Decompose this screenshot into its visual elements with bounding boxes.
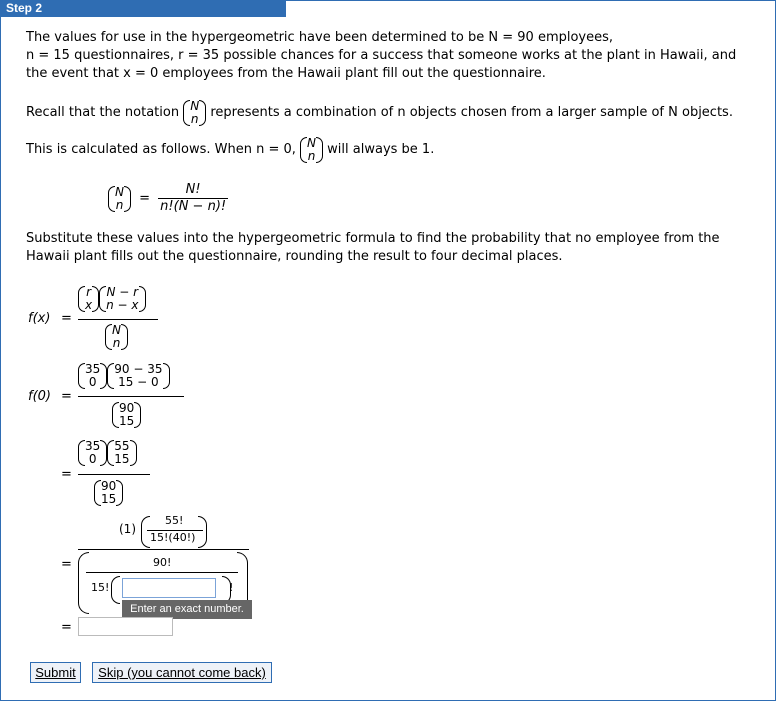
combination-formula: N n = $\frac{N!}{n!(N - n)!}$	[108, 182, 228, 216]
recall-after: represents a combination of n objects chosen from a larger sample of N objects.	[210, 105, 733, 120]
frac90-numerator: 90!	[153, 556, 172, 569]
combo-binom: N n	[108, 186, 131, 212]
final-answer-input[interactable]	[78, 617, 173, 636]
answer-tooltip: Enter an exact number.	[122, 600, 252, 619]
intro-line-1: The values for use in the hypergeometric have been determined to be N = 90 employees,	[26, 30, 614, 45]
eq-3: =	[61, 467, 72, 482]
f0-denominator: 90 15	[112, 401, 141, 429]
recall-sentence	[26, 98, 733, 128]
frac55-denominator: 15!(40!)	[150, 531, 196, 544]
skip-button[interactable]: Skip (you cannot come back)	[92, 662, 272, 683]
calc-binom: N n	[300, 137, 323, 163]
combo-fraction: $\frac{N!}{n!(N - n)!}$	[160, 182, 227, 214]
recall-binom: N n	[183, 100, 206, 126]
frac90-15-factorial: 15!	[91, 581, 110, 594]
eq-4: =	[61, 557, 72, 572]
calc-sentence	[26, 135, 434, 165]
eq-2: =	[61, 389, 72, 404]
fx-fraction-bar	[78, 319, 158, 320]
frac90-bar	[86, 572, 238, 573]
step-header	[0, 0, 286, 17]
answer-input[interactable]	[122, 578, 216, 598]
frac55-numerator: 55!	[165, 514, 184, 527]
step-title: Step 2	[6, 1, 43, 15]
step3-fraction-bar	[78, 474, 150, 475]
calc-after: will always be 1.	[327, 142, 435, 157]
calc-before: This is calculated as follows. When n = 0,	[26, 142, 296, 157]
submit-button[interactable]: Submit	[30, 662, 81, 683]
f0-fraction-bar	[78, 396, 184, 397]
fx-denominator: N n	[105, 323, 128, 351]
f0-numerator: 35 0 90 − 35 15 − 0	[78, 362, 170, 390]
substitute-line-1: Substitute these values into the hypergeometric formula to find the probability that no employee from the	[26, 231, 720, 246]
main-fraction-bar	[78, 549, 249, 550]
step3-numerator: 35 0 55 15	[78, 439, 137, 467]
substitute-line-2: Hawaii plant fills out the questionnaire, rounding the result to four decimal places.	[26, 249, 563, 264]
factorial-mark: !	[229, 581, 234, 594]
intro-line-3: the event that x = 0 employees from the Hawaii plant fill out the questionnaire.	[26, 66, 546, 81]
factor-one: (1)	[119, 522, 136, 536]
f0-label: f(0)	[28, 389, 51, 404]
recall-before: Recall that the notation	[26, 105, 180, 120]
eq-5: =	[61, 620, 72, 635]
fx-label: f(x)	[28, 311, 51, 326]
step3-denominator: 90 15	[94, 479, 123, 507]
fx-numerator: r x N − r n − x	[78, 285, 146, 313]
intro-line-2: n = 15 questionnaires, r = 35 possible chances for a success that someone works at the plant in Hawaii, and	[26, 48, 737, 63]
eq-1: =	[61, 311, 72, 326]
